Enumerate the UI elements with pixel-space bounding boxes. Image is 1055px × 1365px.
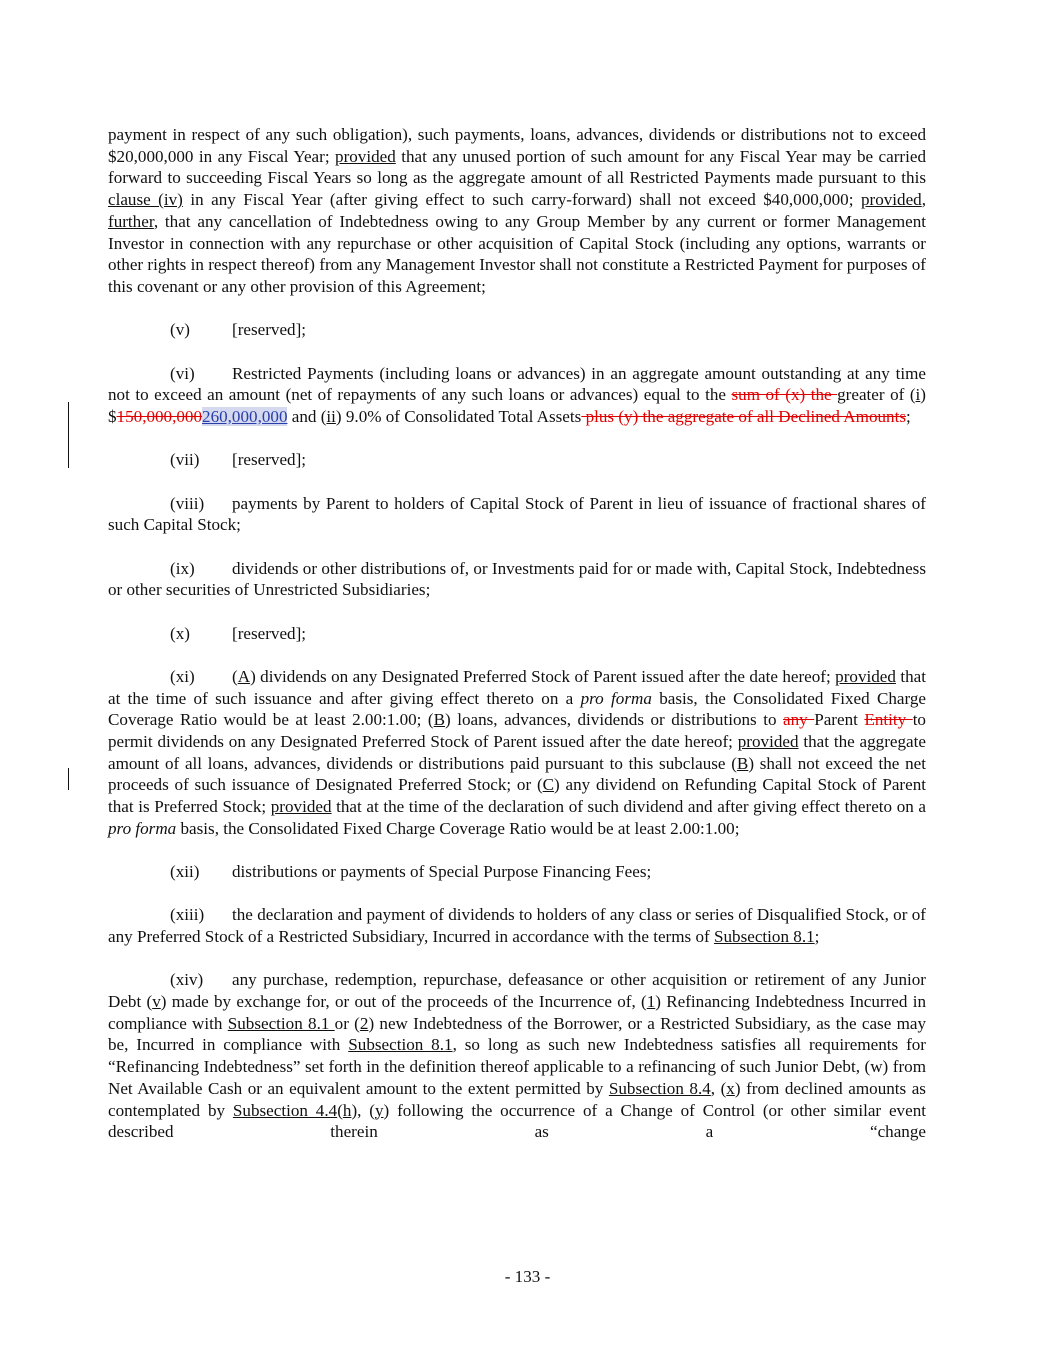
- inserted-amount: 260,000,000: [202, 406, 288, 426]
- deleted-amount: 150,000,000: [116, 406, 203, 426]
- clause-number: (xiv): [170, 970, 204, 990]
- change-bar-xi: [68, 768, 69, 790]
- clause-number: (viii): [170, 493, 205, 513]
- page-number: - 133 -: [504, 1267, 551, 1286]
- subsection-reference: Subsection 4.4: [232, 1100, 338, 1120]
- deleted-text: sum of (x) the: [731, 385, 838, 405]
- clause-xi: (xi) (A) dividends on any Designated Preferred Stock of Parent issued after the date hereof; provided that at the time of such issuance and after giving effect thereto on a pro forma basis, the Consolidated Fixed Charge Coverage Ratio would be at least 2.00:1.00; (B) loans, advances, dividends or distributions to any Parent Entity to permit dividends on any Designated Preferred Stock of Parent issued after the date hereof; provided that the aggregate amount of all loans, advances, dividends or distributions paid pursuant to this subclause (B) shall not exceed the net proceeds of such issuance of Designated Preferred Stock; or (C) any dividend on Refunding Capital Stock of Parent that is Preferred Stock; provided that at the time of the declaration of such dividend and after giving effect thereto on a pro forma basis, the Consolidated Fixed Charge Coverage Ratio would be at least 2.00:1.00;: [108, 666, 927, 838]
- clause-xiii: (xiii) the declaration and payment of dividends to holders of any class or series of Disqualified Stock, or of any Preferred Stock of a Restricted Subsidiary, Incurred in accordance with the terms of Subsection 8.1;: [108, 905, 926, 947]
- paragraph-intro: payment in respect of any such obligation), such payments, loans, advances, dividends or distributions not to exceed $20,000,000 in any Fiscal Year; provided that any unused portion of such amount for any Fiscal Year may be carried forward to succeeding Fiscal Years so long as the aggregate amount of all Restricted Payments made pursuant to this clause (iv) in any Fiscal Year (after giving effect to such carry-forward) shall not exceed $40,000,000; provided, further, that any cancellation of Indebtedness owing to any Group Member by any current or former Management Investor in connection with any repurchase or other acquisition of Capital Stock (including any options, warrants or other rights in respect thereof) from any Management Investor shall not constitute a Restricted Payment for purposes of this covenant or any other provision of this Agreement;: [108, 125, 926, 296]
- clause-number: (v): [170, 320, 190, 340]
- deleted-text: Entity: [864, 710, 913, 730]
- provided-term: provided: [270, 797, 332, 817]
- subsection-reference: Subsection 8.1: [713, 927, 815, 947]
- deleted-text: plus (y) the aggregate of all Declined Amounts: [581, 406, 906, 426]
- further-term: further: [108, 211, 154, 231]
- subsection-reference: Subsection 8.1: [348, 1035, 453, 1055]
- clause-number: (x): [170, 623, 190, 643]
- clause-vi: (vi) Restricted Payments (including loans or advances) in an aggregate amount outstanding at any time not to exceed an amount (net of repayments of any such loans or advances) equal to the sum of (x) the greater of (i) $150,000,000260,000,000 and (ii) 9.0% of Consolidated Total Assets plus (y) the aggregate of all Declined Amounts;: [108, 363, 926, 426]
- clause-number: (xii): [170, 862, 200, 882]
- clause-x: (x) [reserved];: [170, 623, 307, 643]
- clause-viii: (viii) payments by Parent to holders of Capital Stock of Parent in lieu of issuance of fractional shares of such Capital Stock;: [108, 493, 926, 535]
- subsection-reference: Subsection 8.1: [227, 1013, 335, 1033]
- provided-term: provided: [860, 190, 922, 210]
- provided-term: provided: [737, 731, 799, 751]
- clause-vii: (vii) [reserved];: [170, 450, 307, 470]
- clause-number: (ix): [170, 558, 195, 578]
- provided-term: provided: [835, 666, 896, 686]
- subsection-reference: Subsection 8.4: [608, 1078, 711, 1098]
- change-bar-vi: [68, 402, 69, 468]
- deleted-text: any: [783, 710, 815, 730]
- clause-ix: (ix) dividends or other distributions of, or Investments paid for or made with, Capital Stock, Indebtedness or other securities of Unrestricted Subsidiaries;: [108, 558, 926, 600]
- clause-xiv: (xiv) any purchase, redemption, repurchase, defeasance or other acquisition or retirement of any Junior Debt (v) made by exchange for, or out of the proceeds of the Incurrence of, (1) Refinancing Indebtedness Incurred in compliance with Subsection 8.1 or (2) new Indebtedness of the Borrower, or a Restricted Subsidiary, as the case may be, Incurred in compliance with Subsection 8.1, so long as such new Indebtedness satisfies all requirements for “Refinancing Indebtedness” set forth in the definition thereof applicable to a refinancing of such Junior Debt, (w) from Net Available Cash or an equivalent amount to the extent permitted by Subsection 8.4, (x) from declined amounts as contemplated by Subsection 4.4(h), (y) following the occurrence of a Change of Control (or other similar event described therein as a “change: [108, 970, 927, 1142]
- clause-v: (v) [reserved];: [170, 320, 307, 340]
- clause-reference: clause (iv): [108, 190, 183, 210]
- clause-number: (xiii): [170, 905, 205, 925]
- clause-number: (vii): [170, 450, 200, 470]
- document-page: [108, 124, 926, 1143]
- provided-term: provided: [335, 146, 396, 166]
- clause-xii: (xii) distributions or payments of Special Purpose Financing Fees;: [170, 862, 652, 882]
- clause-number: (xi): [170, 666, 195, 686]
- clause-number: (vi): [170, 363, 195, 383]
